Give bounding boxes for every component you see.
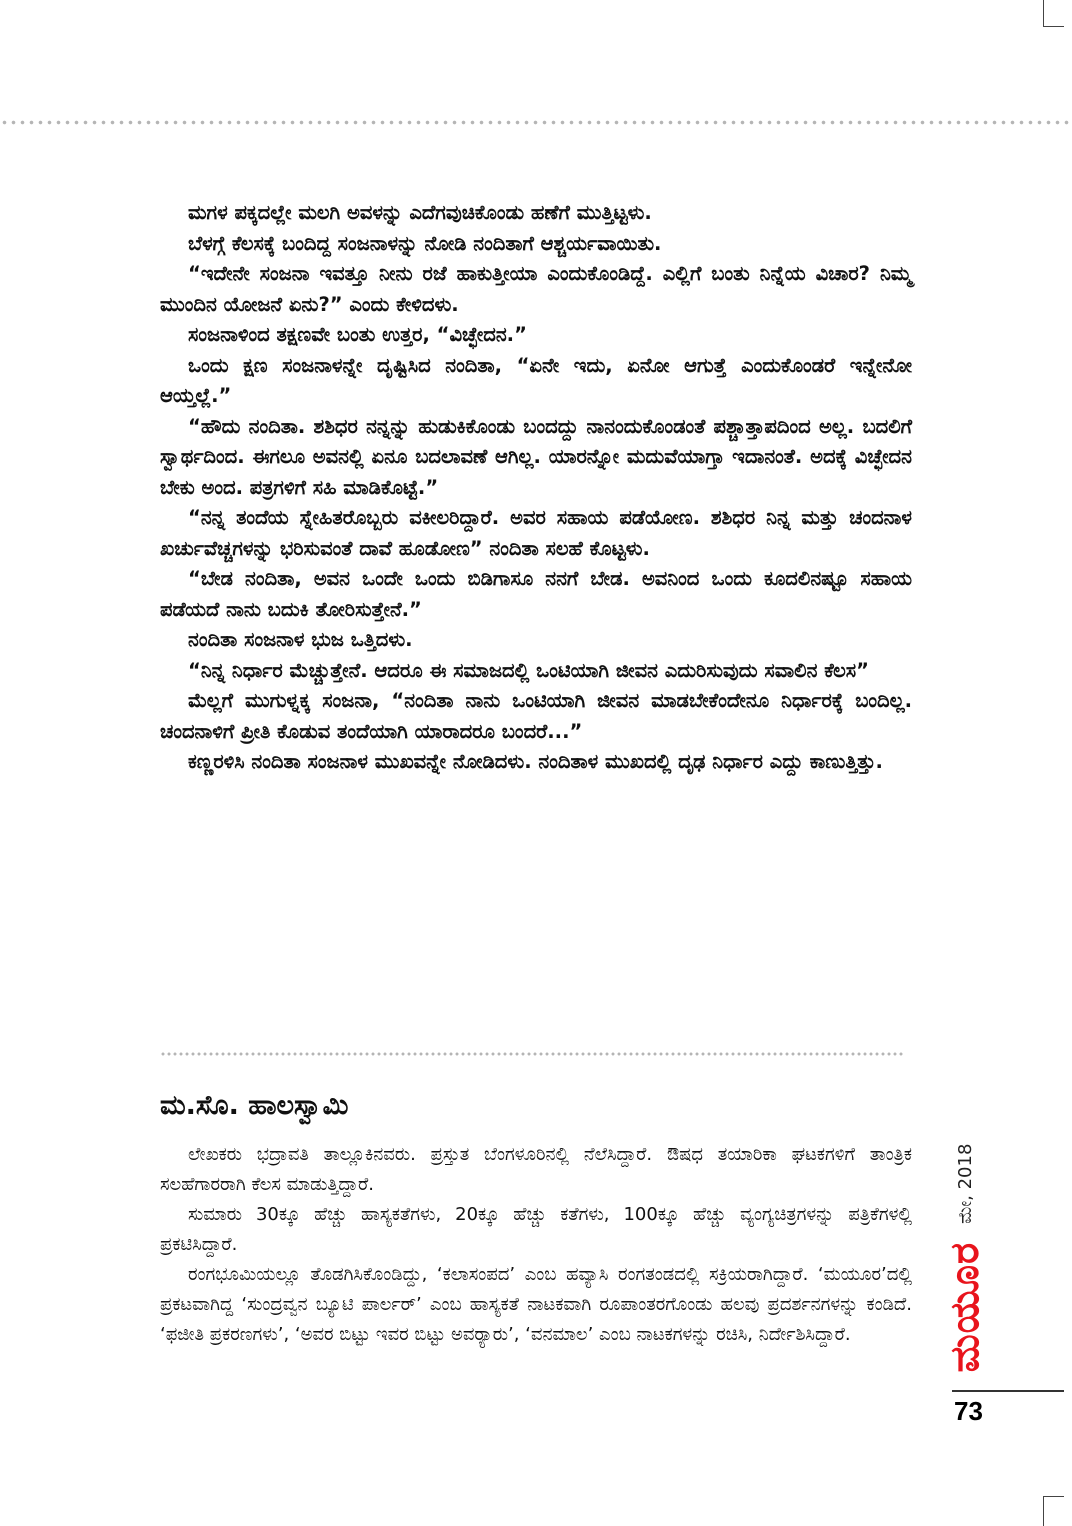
crop-mark-bottom — [1043, 1496, 1064, 1526]
dotted-divider-section — [160, 1052, 904, 1056]
story-paragraph: ಕಣ್ಣರಳಿಸಿ ನಂದಿತಾ ಸಂಜನಾಳ ಮುಖವನ್ನೇ ನೋಡಿದಳು. ನಂದಿತಾಳ ಮುಖದಲ್ಲಿ ದೃಢ ನಿರ್ಧಾರ ಎದ್ದು ಕಾಣುತ್ತಿತ್ತು. — [188, 750, 883, 773]
bio-paragraph: ಲೇಖಕರು ಭದ್ರಾವತಿ ತಾಲ್ಲೂಕಿನವರು. ಪ್ರಸ್ತುತ ಬೆಂಗಳೂರಿನಲ್ಲಿ ನೆಲೆಸಿದ್ದಾರೆ. ಔಷಧ ತಯಾರಿಕಾ ಘಟಕಗಳಿಗೆ ತಾಂತ್ರಿಕ ಸಲಹೆಗಾರರಾಗಿ ಕೆಲಸ ಮಾಡುತ್ತಿದ್ದಾರೆ. — [160, 1144, 912, 1195]
story-paragraph: ನಂದಿತಾ ಸಂಜನಾಳ ಭುಜ ಒತ್ತಿದಳು. — [188, 628, 413, 651]
story-paragraph: ಸಂಜನಾಳಿಂದ ತಕ್ಷಣವೇ ಬಂತು ಉತ್ತರ, “ವಿಚ್ಛೇದನ.” — [188, 323, 527, 346]
magazine-sidebar — [930, 1130, 1000, 1385]
story-paragraph: ಬೆಳಗ್ಗೆ ಕೆಲಸಕ್ಕೆ ಬಂದಿದ್ದ ಸಂಜನಾಳನ್ನು ನೋಡಿ ನಂದಿತಾಗೆ ಆಶ್ಚರ್ಯವಾಯಿತು. — [188, 231, 662, 255]
story-paragraph: ಒಂದು ಕ್ಷಣ ಸಂಜನಾಳನ್ನೇ ದೃಷ್ಟಿಸಿದ ನಂದಿತಾ, “ಏನೇ ಇದು, ಏನೋ ಆಗುತ್ತೆ ಎಂದುಕೊಂಡರೆ ಇನ್ನೇನೋ ಆಯ್ತಲ್ಲೆ.” — [160, 353, 912, 407]
page-number-rule — [952, 1390, 1064, 1392]
crop-mark-top — [1043, 0, 1064, 27]
dotted-divider-top — [0, 120, 1072, 125]
story-paragraph: ಮೆಲ್ಲಗೆ ಮುಗುಳ್ನಕ್ಕ ಸಂಜನಾ, “ನಂದಿತಾ ನಾನು ಒಂಟಿಯಾಗಿ ಜೀವನ ಮಾಡಬೇಕೆಂದೇನೂ ನಿರ್ಧಾರಕ್ಕೆ ಬಂದಿಲ್ಲ. ಚಂದನಾಳಿಗೆ ಪ್ರೀತಿ ಕೊಡುವ ತಂದೆಯಾಗಿ ಯಾರಾದರೂ ಬಂದರೆ...” — [160, 689, 912, 743]
bio-paragraph: ರಂಗಭೂಮಿಯಲ್ಲೂ ತೊಡಗಿಸಿಕೊಂಡಿದ್ದು, ‘ಕಲಾಸಂಪದ’ ಎಂಬ ಹವ್ಯಾಸಿ ರಂಗತಂಡದಲ್ಲಿ ಸಕ್ರಿಯರಾಗಿದ್ದಾರೆ. ‘ಮಯೂರ’ದಲ್ಲಿ ಪ್ರಕಟವಾಗಿದ್ದ ‘ಸುಂದ್ರವ್ವನ ಬ್ಯೂಟಿ ಪಾರ್ಲರ್’ ಎಂಬ ಹಾಸ್ಯಕತೆ ನಾಟಕವಾಗಿ ರೂಪಾಂತರಗೊಂಡು ಹಲವು ಪ್ರದರ್ಶನಗಳನ್ನು ಕಂಡಿದೆ. ‘ಫಜೀತಿ ಪ್ರಕರಣಗಳು’, ‘ಅವರ ಬಿಟ್ಟು ಇವರ ಬಿಟ್ಟು ಅವರ್‍ಯಾರು’, ‘ವನಮಾಲ’ ಎಂಬ ನಾಟಕಗಳನ್ನು ರಚಿಸಿ, ನಿರ್ದೇಶಿಸಿದ್ದಾರೆ. — [160, 1264, 912, 1345]
sidebar-rotated-text — [942, 1143, 988, 1372]
story-text — [160, 198, 912, 778]
story-paragraph: “ನನ್ನ ತಂದೆಯ ಸ್ನೇಹಿತರೊಬ್ಬರು ವಕೀಲರಿದ್ದಾರೆ. ಅವರ ಸಹಾಯ ಪಡೆಯೋಣ. ಶಶಿಧರ ನಿನ್ನ ಮತ್ತು ಚಂದನಾಳ ಖರ್ಚುವೆಚ್ಚಗಳನ್ನು ಭರಿಸುವಂತೆ ದಾವೆ ಹೂಡೋಣ” ನಂದಿತಾ ಸಲಹೆ ಕೊಟ್ಟಳು. — [160, 506, 912, 560]
issue-date: ಮೇ, 2018 — [954, 1143, 976, 1224]
page-number: 73 — [954, 1396, 983, 1426]
author-name: ಮ.ಸೊ. ಹಾಲಸ್ವಾಮಿ — [160, 1090, 349, 1121]
magazine-title: ಮಯೂರ — [942, 1241, 988, 1372]
author-bio — [160, 1140, 912, 1350]
story-paragraph: “ಇದೇನೇ ಸಂಜನಾ ಇವತ್ತೂ ನೀನು ರಜೆ ಹಾಕುತ್ತೀಯಾ ಎಂದುಕೊಂಡಿದ್ದೆ. ಎಲ್ಲಿಗೆ ಬಂತು ನಿನ್ನೆಯ ವಿಚಾರ? ನಿಮ್ಮ ಮುಂದಿನ ಯೋಜನೆ ಏನು?” ಎಂದು ಕೇಳಿದಳು. — [160, 262, 912, 316]
story-paragraph: “ಹೌದು ನಂದಿತಾ. ಶಶಿಧರ ನನ್ನನ್ನು ಹುಡುಕಿಕೊಂಡು ಬಂದದ್ದು ನಾನಂದುಕೊಂಡಂತೆ ಪಶ್ಚಾತ್ತಾಪದಿಂದ ಅಲ್ಲ. ಬದಲಿಗೆ ಸ್ವಾರ್ಥದಿಂದ. ಈಗಲೂ ಅವನಲ್ಲಿ ಏನೂ ಬದಲಾವಣೆ ಆಗಿಲ್ಲ. ಯಾರನ್ನೋ ಮದುವೆಯಾಗ್ತಾ ಇದಾನಂತೆ. ಅದಕ್ಕೆ ವಿಚ್ಛೇದನ ಬೇಕು ಅಂದ. ಪತ್ರಗಳಿಗೆ ಸಹಿ ಮಾಡಿಕೊಟ್ಟೆ.” — [160, 414, 912, 499]
story-paragraph: “ಬೇಡ ನಂದಿತಾ, ಅವನ ಒಂದೇ ಒಂದು ಬಿಡಿಗಾಸೂ ನನಗೆ ಬೇಡ. ಅವನಿಂದ ಒಂದು ಕೂದಲಿನಷ್ಟೂ ಸಹಾಯ ಪಡೆಯದೆ ನಾನು ಬದುಕಿ ತೋರಿಸುತ್ತೇನೆ.” — [160, 567, 912, 621]
story-paragraph: “ನಿನ್ನ ನಿರ್ಧಾರ ಮೆಚ್ಚುತ್ತೇನೆ. ಆದರೂ ಈ ಸಮಾಜದಲ್ಲಿ ಒಂಟಿಯಾಗಿ ಜೀವನ ಎದುರಿಸುವುದು ಸವಾಲಿನ ಕೆಲಸ” — [188, 658, 869, 682]
story-paragraph: ಮಗಳ ಪಕ್ಕದಲ್ಲೇ ಮಲಗಿ ಅವಳನ್ನು ಎದೆಗವುಚಿಕೊಂಡು ಹಣೆಗೆ ಮುತ್ತಿಟ್ಟಳು. — [188, 201, 652, 224]
bio-paragraph: ಸುಮಾರು 30ಕ್ಕೂ ಹೆಚ್ಚು ಹಾಸ್ಯಕತೆಗಳು, 20ಕ್ಕೂ ಹೆಚ್ಚು ಕತೆಗಳು, 100ಕ್ಕೂ ಹೆಚ್ಚು ವ್ಯಂಗ್ಯಚಿತ್ರಗಳನ್ನು ಪತ್ರಿಕೆಗಳಲ್ಲಿ ಪ್ರಕಟಿಸಿದ್ದಾರೆ. — [160, 1204, 912, 1255]
